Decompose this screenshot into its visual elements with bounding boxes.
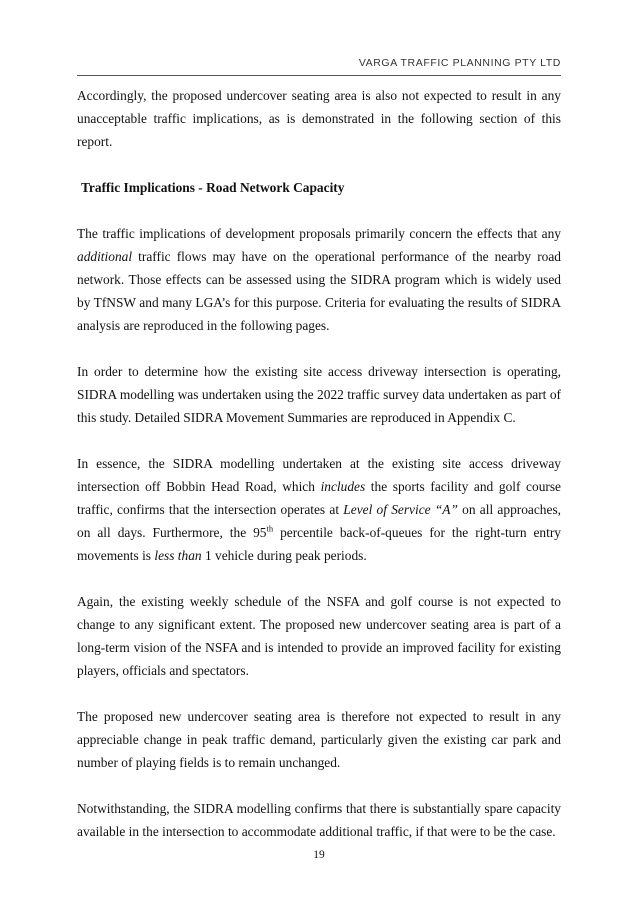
paragraph-sidra-modelling [77,360,561,429]
document-body [77,84,561,866]
paragraph-accordingly [77,84,561,153]
page-number: 19 [313,849,325,861]
emphasis-text: includes [320,479,366,494]
paragraph-weekly-schedule [77,590,561,682]
emphasis-text: less than [154,548,202,563]
paragraph-text: The proposed new undercover seating area is therefore not expected to result in any appreciable change in peak traffic demand, particularly given the existing car park and number of playing fields is to remain unchanged. [77,709,561,770]
header-company-name: VARGA TRAFFIC PLANNING PTY LTD [358,57,561,69]
paragraph-text: 1 vehicle during peak periods. [201,548,367,563]
section-heading: Traffic Implications - Road Network Capacity [81,180,345,195]
header-divider [77,75,561,76]
paragraph-text: on all approaches, on all days. Furthermore, the 95 [77,502,561,540]
paragraph-text: In essence, the SIDRA modelling undertaken at the existing site access driveway intersection off Bobbin Head Road, which [77,456,561,494]
paragraph-text: Accordingly, the proposed undercover seating area is also not expected to result in any unacceptable traffic implications, as is demonstrated in the following section of this report. [77,88,561,149]
paragraph-notwithstanding [77,797,561,843]
paragraph-text: the sports facility and golf course traffic, confirms that the intersection operates at [77,479,562,517]
emphasis-text: additional [77,249,133,264]
paragraph-text: In order to determine how the existing site access driveway intersection is operating, SIDRA modelling was undertaken using the 2022 traffic survey data undertaken as part of this study. Detailed SIDRA Movement Summaries are reproduced in Appendix C. [77,364,561,425]
paragraph-text: traffic flows may have on the operational performance of the nearby road network. Those effects can be assessed using the SIDRA program which is widely used by TfNSW and many LGA’s for this purpose. Criteria for evaluating the results of SIDRA analysis are reproduced in the following pages. [77,249,561,333]
paragraph-peak-demand [77,705,561,774]
paragraph-text: Notwithstanding, the SIDRA modelling confirms that there is substantially spare capacity available in the intersection to accommodate additional traffic, if that were to be the case. [77,801,561,839]
paragraph-text: Again, the existing weekly schedule of the NSFA and golf course is not expected to change to any significant extent. The proposed new undercover seating area is part of a long-term vision of the NSFA and is intended to provide an improved facility for existing players, officials and spectators. [77,594,561,678]
paragraph-in-essence [77,452,561,567]
paragraph-traffic-implications [77,222,561,337]
superscript-text: th [266,523,274,534]
paragraph-text: percentile back-of-queues for the right-turn entry movements is [77,525,562,563]
emphasis-text: Level of Service “A” [343,502,458,517]
paragraph-text: The traffic implications of development proposals primarily concern the effects that any [77,226,561,241]
